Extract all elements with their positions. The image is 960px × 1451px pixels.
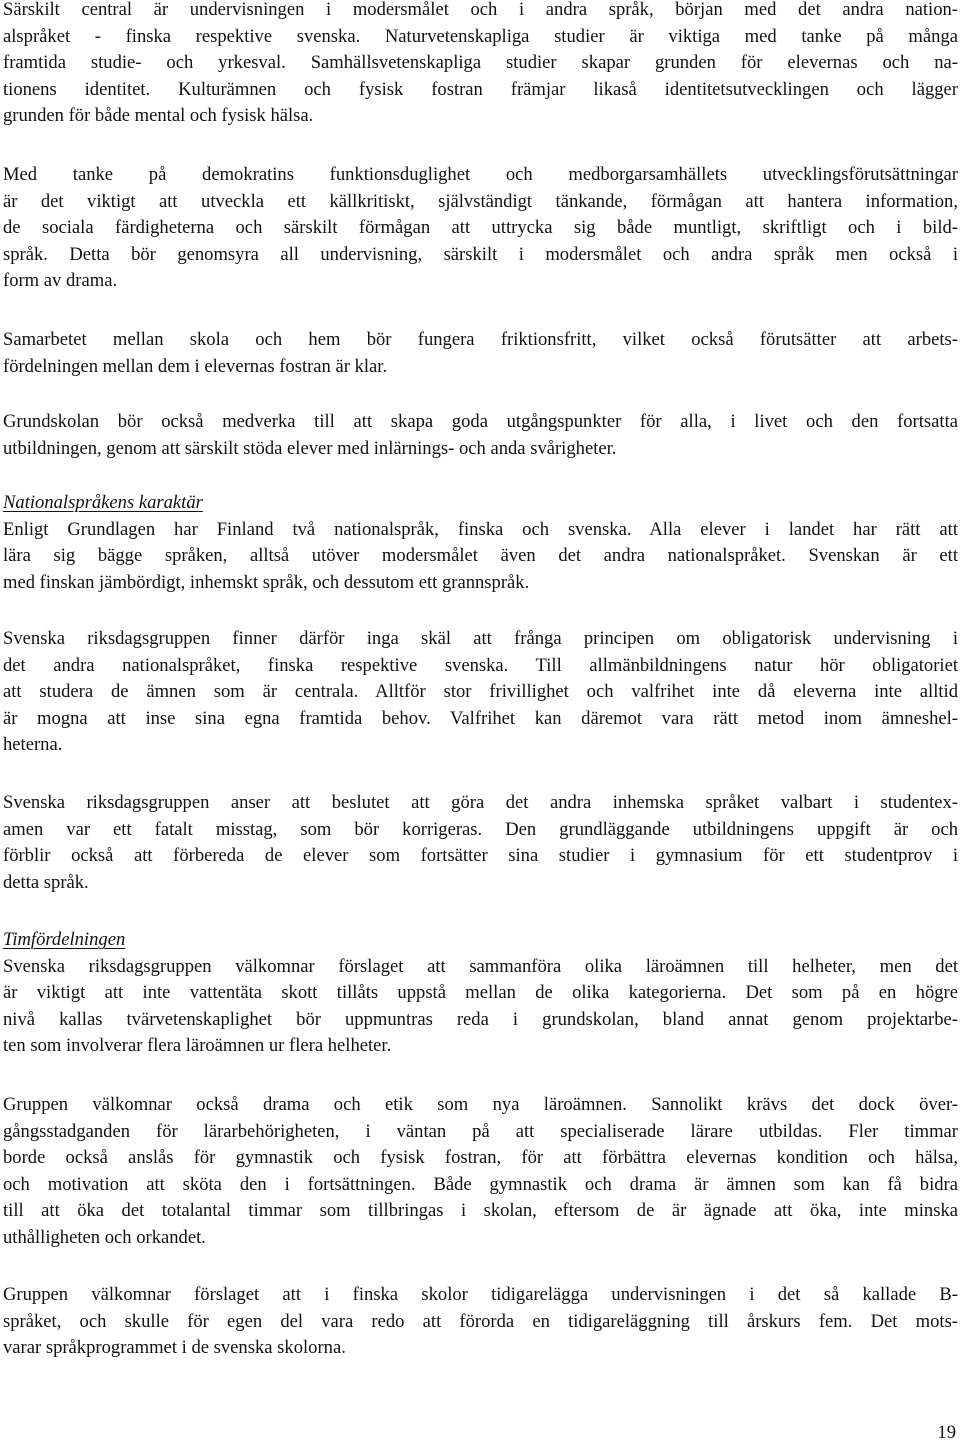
paragraph-line: Enligt Grundlagen har Finland två nationalspråk, finska och svenska. Alla elever i landet har rätt att xyxy=(3,518,958,540)
paragraph-line: det andra nationalspråket, finska respektive svenska. Till allmänbildningens natur hör obligatoriet xyxy=(3,654,958,676)
page-number: 19 xyxy=(937,1422,956,1443)
paragraph-line: Svenska riksdagsgruppen finner därför inga skäl att frånga principen om obligatorisk undervisning i xyxy=(3,628,958,649)
section-timetable xyxy=(3,927,958,1060)
paragraph-line: lära sig bägge språken, alltså utöver modersmålet även det andra nationalspråket. Svenskan är ett xyxy=(3,545,958,567)
paragraph-line: Särskilt central är undervisningen i modersmålet och i andra språk, början med det andra nation- xyxy=(3,0,958,20)
paragraph-line: framtida studie- och yrkesval. Samhällsvetenskapliga studier skapar grunden för elevernas och na- xyxy=(3,52,958,74)
paragraph-line: detta språk. xyxy=(3,871,89,893)
paragraph-basic-school xyxy=(3,409,958,462)
paragraph-line: de sociala färdigheterna och särskilt förmågan att uttrycka sig både muntligt, skriftligt och i bild- xyxy=(3,217,958,239)
paragraph-line: heterna. xyxy=(3,734,63,756)
paragraph-line: språk. Detta bör genomsyra all undervisning, särskilt i modersmålet och andra språk men också i xyxy=(3,243,958,265)
section-heading: Timfördelningen xyxy=(3,929,126,950)
paragraph-line: alspråket - finska respektive svenska. Naturvetenskapliga studier är viktiga med tanke på många xyxy=(3,25,958,47)
paragraph-line: språket, och skulle för egen del vara redo att förorda en tidigareläggning till årskurs fem. Det mots- xyxy=(3,1310,958,1332)
paragraph-line: förblir också att förbereda de elever som fortsätter sina studier i gymnasium för ett studentprov i xyxy=(3,845,958,867)
paragraph-line: Samarbetet mellan skola och hem bör fungera friktionsfritt, vilket också förutsätter att arbets- xyxy=(3,329,958,350)
paragraph-line: form av drama. xyxy=(3,270,118,292)
paragraph-line: är mogna att inse sina egna framtida behov. Valfrihet kan däremot vara rätt metod inom ämneshel- xyxy=(3,707,958,729)
paragraph-line: är viktigt att inte vattentäta skott tillåts uppstå mellan de olika kategorierna. Det som på en högre xyxy=(3,982,958,1004)
paragraph-line: tionens identitet. Kulturämnen och fysisk fostran främjar likaså identitetsutvecklingen och lägger xyxy=(3,78,958,100)
paragraph-line: och motivation att sköta den i fortsättningen. Både gymnastik och drama är ämnen som kan få bidra xyxy=(3,1173,958,1195)
paragraph-democracy xyxy=(3,162,958,295)
paragraph-line: är det viktigt att utveckla ett källkritiskt, självständigt tänkande, förmågan att hantera information, xyxy=(3,190,958,212)
paragraph-line: Grundskolan bör också medverka till att skapa goda utgångspunkter för alla, i livet och den fortsatta xyxy=(3,411,958,432)
paragraph-line: Svenska riksdagsgruppen anser att beslutet att göra det andra inhemska språket valbart i studentex- xyxy=(3,792,958,813)
paragraph-line: ten som involverar flera läroämnen ur flera helheter. xyxy=(3,1035,392,1057)
paragraph-line: Med tanke på demokratins funktionsduglighet och medborgarsamhällets utvecklingsförutsättningar xyxy=(3,164,958,185)
paragraph-b-language xyxy=(3,1282,958,1362)
paragraph-line: Gruppen välkomnar också drama och etik som nya läroämnen. Sannolikt krävs det dock över- xyxy=(3,1094,958,1115)
paragraph-line: med finskan jämbördigt, inhemskt språk, och dessutom ett grannspråk. xyxy=(3,571,530,593)
paragraph-line: att studera de ämnen som är centrala. Alltför stor frivillighet och valfrihet inte då eleverna inte alltid xyxy=(3,681,958,703)
paragraph-line: grunden för både mental och fysisk hälsa. xyxy=(3,105,314,127)
paragraph-line: fördelningen mellan dem i elevernas fostran är klar. xyxy=(3,355,388,377)
paragraph-line: uthålligheten och orkandet. xyxy=(3,1226,206,1248)
paragraph-school-home xyxy=(3,327,958,380)
paragraph-line: borde också anslås för gymnastik och fysisk fostran, för att förbättra elevernas kondition och hälsa, xyxy=(3,1147,958,1169)
paragraph-drama-ethics xyxy=(3,1092,958,1252)
paragraph-line: Gruppen välkomnar förslaget att i finska skolor tidigarelägga undervisningen i det så kallade B- xyxy=(3,1284,958,1305)
paragraph-compulsory-language xyxy=(3,626,958,759)
section-national-languages xyxy=(3,490,958,596)
paragraph-line: till att öka det totalantal timmar som tillbringas i skolan, eftersom de är ägnade att öka, inte minska xyxy=(3,1200,958,1222)
paragraph-student-exam xyxy=(3,790,958,896)
paragraph-line: nivå kallas tvärvetenskaplighet bör uppmuntras reda i grundskolan, bland annat genom projektarbe- xyxy=(3,1008,958,1030)
paragraph-line: amen var ett fatalt misstag, som bör korrigeras. Den grundläggande utbildningens uppgift är och xyxy=(3,818,958,840)
paragraph-line: utbildningen, genom att särskilt stöda elever med inlärnings- och anda svårigheter. xyxy=(3,437,617,459)
paragraph-core-subjects xyxy=(3,0,958,130)
paragraph-line: Svenska riksdagsgruppen välkomnar förslaget att sammanföra olika läroämnen till helheter, men det xyxy=(3,955,958,977)
paragraph-line: varar språkprogrammet i de svenska skolorna. xyxy=(3,1337,346,1359)
section-heading: Nationalspråkens karaktär xyxy=(3,492,203,513)
paragraph-line: gångsstadganden för lärarbehörigheten, i väntan på att specialiserade lärare utbildas. Fler timmar xyxy=(3,1120,958,1142)
